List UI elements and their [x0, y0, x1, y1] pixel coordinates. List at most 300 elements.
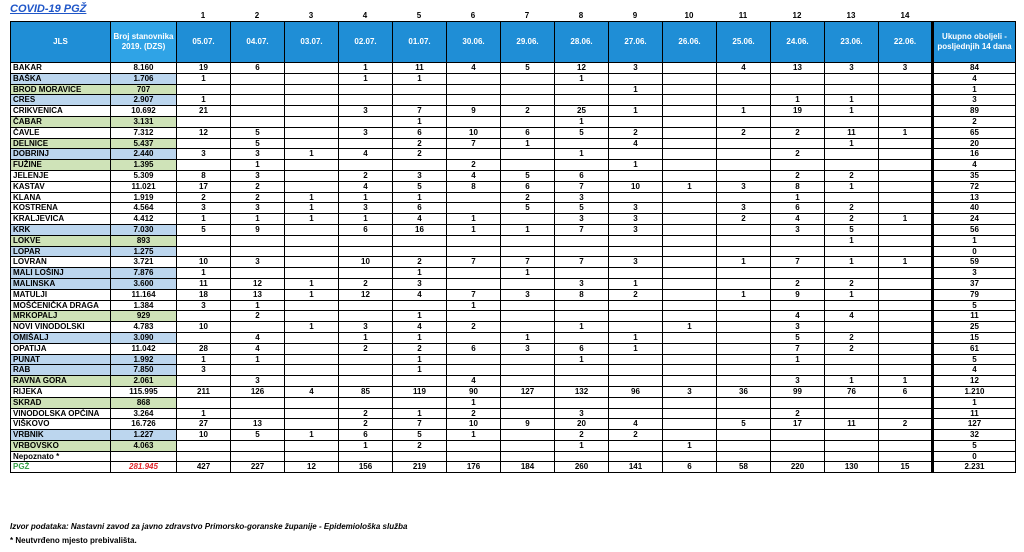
table-row: [11, 354, 1016, 365]
daily-count-cell: 1: [285, 192, 339, 203]
daily-count-cell: [231, 73, 285, 84]
daily-count-cell: [555, 95, 609, 106]
daily-count-cell: 1: [447, 430, 501, 441]
table-row: [11, 311, 1016, 322]
daily-count-cell: 2: [339, 419, 393, 430]
municipality-name: MATULJI: [11, 289, 111, 300]
daily-count-cell: [663, 408, 717, 419]
daily-count-cell: 2: [501, 192, 555, 203]
daily-count-cell: 2: [771, 408, 825, 419]
daily-count-cell: 9: [447, 106, 501, 117]
daily-count-cell: 2: [447, 408, 501, 419]
daily-count-cell: [231, 408, 285, 419]
daily-count-cell: 1: [771, 95, 825, 106]
daily-count-cell: 1: [339, 63, 393, 74]
municipality-name: ČABAR: [11, 116, 111, 127]
daily-count-cell: 2: [825, 332, 879, 343]
daily-count-cell: 2: [339, 278, 393, 289]
daily-count-cell: [825, 365, 879, 376]
footnote: * Neutvrđeno mjesto prebivališta.: [10, 536, 137, 545]
daily-count-cell: [879, 149, 933, 160]
daily-count-cell: [393, 235, 447, 246]
daily-count-cell: 19: [771, 106, 825, 117]
municipality-name: JELENJE: [11, 170, 111, 181]
daily-count-cell: 3: [231, 170, 285, 181]
table-row: [11, 376, 1016, 387]
daily-count-cell: [231, 440, 285, 451]
daily-count-cell: [717, 451, 771, 462]
daily-count-cell: 1: [609, 160, 663, 171]
population-cell: 707: [111, 84, 177, 95]
daily-count-cell: [879, 116, 933, 127]
daily-count-cell: 1: [825, 181, 879, 192]
daily-count-cell: [663, 257, 717, 268]
daily-count-cell: 6: [879, 386, 933, 397]
daily-count-cell: 1: [339, 332, 393, 343]
total-cell: 13: [933, 192, 1016, 203]
daily-count-cell: [393, 246, 447, 257]
daily-count-cell: [339, 84, 393, 95]
daily-count-cell: [717, 332, 771, 343]
daily-count-cell: [825, 300, 879, 311]
daily-count-cell: 2: [825, 203, 879, 214]
daily-count-cell: [825, 451, 879, 462]
daily-count-cell: [879, 106, 933, 117]
daily-count-cell: [231, 116, 285, 127]
daily-count-cell: [609, 235, 663, 246]
daily-count-cell: [663, 116, 717, 127]
daily-count-cell: [879, 138, 933, 149]
daily-count-cell: [285, 127, 339, 138]
column-number: 14: [900, 11, 910, 20]
population-cell: 7.030: [111, 224, 177, 235]
daily-count-cell: 1: [285, 278, 339, 289]
daily-count-cell: [879, 95, 933, 106]
daily-count-cell: [879, 354, 933, 365]
daily-count-cell: 3: [231, 149, 285, 160]
daily-count-cell: [285, 376, 339, 387]
daily-count-cell: [609, 300, 663, 311]
daily-count-cell: 13: [231, 419, 285, 430]
daily-count-cell: 5: [501, 170, 555, 181]
daily-count-cell: [501, 430, 555, 441]
daily-count-cell: [339, 235, 393, 246]
daily-count-cell: [501, 278, 555, 289]
municipality-name: BAKAR: [11, 63, 111, 74]
daily-count-cell: 6: [339, 224, 393, 235]
municipality-name: ČAVLE: [11, 127, 111, 138]
daily-count-cell: 10: [177, 257, 231, 268]
daily-count-cell: [285, 224, 339, 235]
daily-count-cell: 2: [609, 430, 663, 441]
municipality-name: VRBNIK: [11, 430, 111, 441]
daily-count-cell: 1: [339, 73, 393, 84]
daily-count-cell: [879, 408, 933, 419]
daily-count-cell: [717, 268, 771, 279]
header-date: 01.07.: [393, 22, 447, 63]
daily-count-cell: 1: [285, 203, 339, 214]
daily-count-cell: 4: [393, 289, 447, 300]
daily-count-cell: [663, 430, 717, 441]
daily-count-cell: [501, 300, 555, 311]
daily-count-cell: 5: [393, 430, 447, 441]
municipality-name: NOVI VINODOLSKI: [11, 322, 111, 333]
daily-count-cell: [501, 408, 555, 419]
daily-count-cell: [285, 73, 339, 84]
total-cell: 59: [933, 257, 1016, 268]
population-cell: 1.384: [111, 300, 177, 311]
daily-count-cell: [771, 116, 825, 127]
summary-daily-cell: 141: [609, 462, 663, 473]
daily-count-cell: 211: [177, 386, 231, 397]
daily-count-cell: [285, 235, 339, 246]
population-cell: 1.919: [111, 192, 177, 203]
daily-count-cell: [663, 397, 717, 408]
daily-count-cell: [339, 376, 393, 387]
table-row: [11, 322, 1016, 333]
daily-count-cell: 3: [339, 203, 393, 214]
daily-count-cell: [717, 397, 771, 408]
daily-count-cell: 5: [231, 430, 285, 441]
daily-count-cell: [663, 343, 717, 354]
daily-count-cell: 11: [177, 278, 231, 289]
population-cell: 8.160: [111, 63, 177, 74]
daily-count-cell: [285, 246, 339, 257]
municipality-name: PUNAT: [11, 354, 111, 365]
daily-count-cell: [825, 84, 879, 95]
daily-count-cell: 2: [393, 149, 447, 160]
table-row: [11, 268, 1016, 279]
header-date: 04.07.: [231, 22, 285, 63]
population-cell: 1.992: [111, 354, 177, 365]
column-number: 11: [738, 11, 748, 20]
daily-count-cell: [771, 365, 825, 376]
daily-count-cell: 5: [501, 203, 555, 214]
table-row: [11, 84, 1016, 95]
daily-count-cell: 13: [231, 289, 285, 300]
daily-count-cell: 1: [555, 440, 609, 451]
table-row: [11, 419, 1016, 430]
table-row: [11, 451, 1016, 462]
daily-count-cell: [663, 354, 717, 365]
population-cell: 10.692: [111, 106, 177, 117]
daily-count-cell: [609, 246, 663, 257]
daily-count-cell: 17: [771, 419, 825, 430]
municipality-name: VIŠKOVO: [11, 419, 111, 430]
daily-count-cell: [555, 451, 609, 462]
daily-count-cell: [609, 268, 663, 279]
page-title: COVID-19 PGŽ: [10, 3, 87, 15]
total-cell: 35: [933, 170, 1016, 181]
daily-count-cell: 16: [393, 224, 447, 235]
daily-count-cell: [663, 106, 717, 117]
daily-count-cell: 7: [771, 257, 825, 268]
daily-count-cell: [771, 451, 825, 462]
daily-count-cell: 1: [555, 149, 609, 160]
municipality-name: VRBOVSKO: [11, 440, 111, 451]
daily-count-cell: [231, 397, 285, 408]
daily-count-cell: 3: [555, 214, 609, 225]
daily-count-cell: [231, 106, 285, 117]
municipality-name: KASTAV: [11, 181, 111, 192]
daily-count-cell: 1: [393, 311, 447, 322]
total-cell: 16: [933, 149, 1016, 160]
daily-count-cell: [663, 376, 717, 387]
daily-count-cell: [663, 311, 717, 322]
daily-count-cell: 4: [447, 170, 501, 181]
daily-count-cell: [501, 440, 555, 451]
daily-count-cell: [231, 451, 285, 462]
daily-count-cell: 3: [825, 63, 879, 74]
daily-count-cell: [339, 160, 393, 171]
summary-daily-cell: 58: [717, 462, 771, 473]
daily-count-cell: 1: [663, 322, 717, 333]
daily-count-cell: [825, 354, 879, 365]
header-jls: JLS: [11, 22, 111, 63]
summary-row: [11, 462, 1016, 473]
population-cell: 3.090: [111, 332, 177, 343]
daily-count-cell: 9: [501, 419, 555, 430]
daily-count-cell: [879, 268, 933, 279]
column-number: 5: [416, 11, 422, 20]
daily-count-cell: 4: [339, 181, 393, 192]
daily-count-cell: [285, 365, 339, 376]
municipality-name: RAB: [11, 365, 111, 376]
daily-count-cell: [501, 365, 555, 376]
daily-count-cell: 6: [555, 343, 609, 354]
daily-count-cell: 3: [771, 376, 825, 387]
daily-count-cell: 2: [771, 127, 825, 138]
daily-count-cell: 1: [555, 354, 609, 365]
daily-count-cell: 2: [825, 343, 879, 354]
header-row: [11, 22, 1016, 63]
summary-daily-cell: 227: [231, 462, 285, 473]
total-cell: 1: [933, 235, 1016, 246]
summary-daily-cell: 6: [663, 462, 717, 473]
daily-count-cell: 1: [825, 235, 879, 246]
daily-count-cell: [501, 451, 555, 462]
daily-count-cell: [663, 84, 717, 95]
daily-count-cell: [177, 440, 231, 451]
daily-count-cell: 5: [825, 224, 879, 235]
population-cell: 1.395: [111, 160, 177, 171]
header-date: 29.06.: [501, 22, 555, 63]
daily-count-cell: [771, 84, 825, 95]
daily-count-cell: 6: [501, 181, 555, 192]
daily-count-cell: [717, 160, 771, 171]
daily-count-cell: 1: [393, 354, 447, 365]
daily-count-cell: [339, 116, 393, 127]
municipality-name: FUŽINE: [11, 160, 111, 171]
daily-count-cell: [879, 203, 933, 214]
population-cell: 115.995: [111, 386, 177, 397]
total-cell: 84: [933, 63, 1016, 74]
header-total: Ukupno oboljeli - posljednjih 14 dana: [933, 22, 1016, 63]
daily-count-cell: [663, 419, 717, 430]
daily-count-cell: [285, 354, 339, 365]
total-cell: 20: [933, 138, 1016, 149]
municipality-name: BAŠKA: [11, 73, 111, 84]
daily-count-cell: [663, 127, 717, 138]
daily-count-cell: 3: [501, 289, 555, 300]
daily-count-cell: [285, 332, 339, 343]
daily-count-cell: [285, 440, 339, 451]
table-row: [11, 138, 1016, 149]
daily-count-cell: 8: [177, 170, 231, 181]
summary-daily-cell: 15: [879, 462, 933, 473]
daily-count-cell: 4: [393, 322, 447, 333]
daily-count-cell: [879, 278, 933, 289]
daily-count-cell: 1: [285, 322, 339, 333]
daily-count-cell: [717, 138, 771, 149]
daily-count-cell: 5: [231, 127, 285, 138]
daily-count-cell: 7: [393, 106, 447, 117]
total-cell: 89: [933, 106, 1016, 117]
daily-count-cell: [609, 408, 663, 419]
daily-count-cell: [285, 116, 339, 127]
daily-count-cell: 6: [771, 203, 825, 214]
daily-count-cell: [609, 149, 663, 160]
daily-count-cell: 2: [609, 127, 663, 138]
municipality-name: Nepoznato *: [11, 451, 111, 462]
municipality-name: CRES: [11, 95, 111, 106]
daily-count-cell: [717, 224, 771, 235]
daily-count-cell: 1: [285, 289, 339, 300]
population-cell: 5.437: [111, 138, 177, 149]
daily-count-cell: [879, 311, 933, 322]
daily-count-cell: [285, 181, 339, 192]
daily-count-cell: 12: [339, 289, 393, 300]
daily-count-cell: 3: [393, 278, 447, 289]
daily-count-cell: [717, 149, 771, 160]
daily-count-cell: 10: [177, 430, 231, 441]
daily-count-cell: 20: [555, 419, 609, 430]
daily-count-cell: [825, 160, 879, 171]
daily-count-cell: [609, 376, 663, 387]
population-cell: 868: [111, 397, 177, 408]
population-cell: 4.412: [111, 214, 177, 225]
daily-count-cell: 11: [825, 419, 879, 430]
daily-count-cell: 6: [339, 430, 393, 441]
daily-count-cell: 2: [555, 430, 609, 441]
daily-count-cell: 1: [393, 332, 447, 343]
daily-count-cell: [717, 440, 771, 451]
daily-count-cell: [879, 397, 933, 408]
daily-count-cell: 1: [501, 224, 555, 235]
daily-count-cell: 3: [555, 408, 609, 419]
daily-count-cell: [879, 84, 933, 95]
daily-count-cell: 3: [231, 376, 285, 387]
daily-count-cell: [663, 95, 717, 106]
daily-count-cell: 3: [393, 170, 447, 181]
daily-count-cell: 132: [555, 386, 609, 397]
daily-count-cell: [285, 419, 339, 430]
daily-count-cell: [285, 84, 339, 95]
daily-count-cell: [609, 397, 663, 408]
daily-count-cell: [609, 95, 663, 106]
daily-count-cell: [555, 365, 609, 376]
daily-count-cell: 4: [285, 386, 339, 397]
daily-count-cell: 1: [879, 257, 933, 268]
daily-count-cell: 3: [177, 300, 231, 311]
total-cell: 25: [933, 322, 1016, 333]
daily-count-cell: [501, 311, 555, 322]
daily-count-cell: 3: [339, 127, 393, 138]
population-cell: 4.783: [111, 322, 177, 333]
table-row: [11, 203, 1016, 214]
daily-count-cell: 3: [177, 365, 231, 376]
daily-count-cell: [663, 63, 717, 74]
daily-count-cell: [501, 84, 555, 95]
daily-count-cell: [501, 214, 555, 225]
daily-count-cell: 1: [177, 73, 231, 84]
municipality-name: DELNICE: [11, 138, 111, 149]
daily-count-cell: [879, 224, 933, 235]
daily-count-cell: [501, 397, 555, 408]
municipality-name: KLANA: [11, 192, 111, 203]
daily-count-cell: 1: [177, 95, 231, 106]
daily-count-cell: [717, 95, 771, 106]
daily-count-cell: [393, 84, 447, 95]
daily-count-cell: 5: [717, 419, 771, 430]
header-date: 05.07.: [177, 22, 231, 63]
daily-count-cell: [717, 300, 771, 311]
municipality-name: MALI LOŠINJ: [11, 268, 111, 279]
summary-daily-cell: 176: [447, 462, 501, 473]
daily-count-cell: [879, 235, 933, 246]
daily-count-cell: 1: [447, 397, 501, 408]
daily-count-cell: [285, 343, 339, 354]
daily-count-cell: [177, 376, 231, 387]
municipality-name: VINODOLSKA OPĆINA: [11, 408, 111, 419]
daily-count-cell: [663, 160, 717, 171]
summary-total-cell: 2.231: [933, 462, 1016, 473]
table-row: [11, 73, 1016, 84]
municipality-name: RAVNA GORA: [11, 376, 111, 387]
daily-count-cell: 11: [825, 127, 879, 138]
daily-count-cell: 2: [339, 343, 393, 354]
population-cell: [111, 451, 177, 462]
daily-count-cell: [879, 181, 933, 192]
daily-count-cell: 1: [663, 440, 717, 451]
daily-count-cell: [339, 268, 393, 279]
daily-count-cell: 19: [177, 63, 231, 74]
summary-daily-cell: 427: [177, 462, 231, 473]
daily-count-cell: 4: [393, 214, 447, 225]
daily-count-cell: 10: [447, 419, 501, 430]
daily-count-cell: [663, 268, 717, 279]
daily-count-cell: 1: [447, 300, 501, 311]
daily-count-cell: [501, 376, 555, 387]
daily-count-cell: 13: [771, 63, 825, 74]
daily-count-cell: [285, 451, 339, 462]
daily-count-cell: 5: [501, 63, 555, 74]
daily-count-cell: 3: [717, 203, 771, 214]
daily-count-cell: 1: [825, 289, 879, 300]
daily-count-cell: 5: [231, 138, 285, 149]
daily-count-cell: [663, 278, 717, 289]
daily-count-cell: 10: [609, 181, 663, 192]
daily-count-cell: [825, 408, 879, 419]
daily-count-cell: [879, 300, 933, 311]
column-number: 8: [578, 11, 584, 20]
daily-count-cell: 7: [447, 289, 501, 300]
daily-count-cell: [663, 203, 717, 214]
daily-count-cell: 2: [393, 138, 447, 149]
daily-count-cell: 2: [447, 322, 501, 333]
daily-count-cell: [231, 95, 285, 106]
daily-count-cell: 1: [555, 116, 609, 127]
